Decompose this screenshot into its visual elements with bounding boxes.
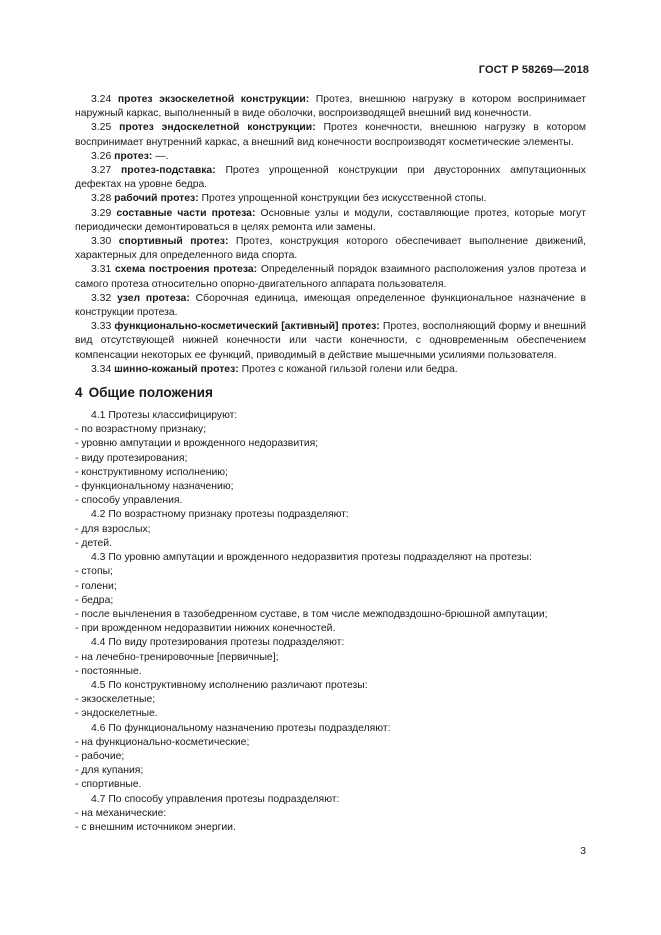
definition-number: 3.31 — [91, 264, 112, 276]
list-item: - после вычленения в тазобедренном суставе, в том числе межподвздошно-брюшной ампутации; — [75, 608, 548, 620]
list-item: - конструктивному исполнению; — [75, 466, 228, 478]
definition-text: Протез конечности, внешнюю нагрузку в котором воспринимает внутренний каркас, а внешний вид конечности воспроизводят косметические элементы. — [75, 122, 586, 148]
definition-item — [75, 93, 586, 121]
definition-item — [75, 121, 586, 149]
list-item: - на механические: — [75, 807, 167, 819]
list-item: - голени; — [75, 580, 117, 592]
clause-line: 4.2 По возрастному признаку протезы подразделяют: — [91, 509, 349, 521]
list-item: - уровню ампутации и врожденного недоразвития; — [75, 438, 319, 450]
definition-text: Определенный порядок взаимного расположения узлов протеза и самого протеза относительно опорно-двигательного аппарата пользователя. — [75, 264, 586, 290]
definition-text: Протез упрощенной конструкции при двусторонних ампутационных дефектах на уровне бедра. — [75, 165, 587, 191]
definition-term: узел протеза: — [117, 292, 190, 304]
list-item: - при врожденном недоразвитии нижних конечностей. — [75, 623, 336, 635]
definition-item — [75, 363, 586, 377]
definition-number: 3.26 — [91, 150, 112, 162]
definition-term: спортивный протез: — [118, 236, 229, 248]
definition-term: протез: — [114, 150, 153, 162]
section-content — [75, 409, 586, 835]
list-item: - для взрослых; — [75, 523, 151, 535]
list-item: - постоянные. — [75, 665, 142, 677]
list-item: - спортивные. — [75, 779, 142, 791]
document-body — [75, 93, 586, 835]
list-item: - по возрастному признаку; — [75, 424, 207, 436]
definition-number: 3.28 — [91, 193, 112, 205]
list-item: - детей. — [75, 537, 112, 549]
definition-text: Сборочная единица, имеющая определенное функциональное назначение в конструкции протеза. — [75, 292, 587, 319]
clause-line: 4.6 По функциональному назначению протезы подразделяют: — [91, 722, 391, 734]
definition-text: Протез, внешнюю нагрузку в котором воспринимает наружный каркас, выполненный в виде оболочки, воспроизводящей внешний вид конечности. — [75, 94, 586, 120]
clause-line: 4.7 По способу управления протезы подразделяют: — [91, 793, 340, 805]
definition-term: схема построения протеза: — [115, 264, 258, 276]
definition-text: Протез, восполняющий форму и внешний вид отсутствующей нижней конечности или части конечности, с одновременным обеспечением компенсации некоторых ее функций, приводимый в действие мышечными усилиями пользователя. — [75, 321, 586, 361]
clause-line: 4.3 По уровню ампутации и врожденного недоразвития протезы подразделяют на протезы: — [91, 552, 532, 564]
definition-term: протез-подставка: — [121, 165, 216, 177]
list-item: - стопы; — [75, 566, 113, 578]
definitions-list — [75, 93, 586, 377]
definition-term: функционально-косметический [активный] протез: — [114, 321, 380, 333]
definition-number: 3.25 — [91, 122, 112, 134]
definition-item — [75, 263, 586, 291]
definition-text: Протез, конструкция которого обеспечивает выполнение движений, характерных для определенного вида спорта. — [75, 236, 587, 262]
list-item: - для купания; — [75, 765, 144, 777]
clause-line: 4.4 По виду протезирования протезы подразделяют: — [91, 637, 345, 649]
section-heading — [75, 384, 586, 401]
list-item: - экзоскелетные; — [75, 694, 156, 706]
definition-term: протез эндоскелетной конструкции: — [119, 122, 316, 134]
list-item: - эндоскелетные. — [75, 708, 158, 720]
definition-number: 3.30 — [91, 236, 112, 248]
definition-number: 3.27 — [91, 165, 112, 177]
definition-number: 3.29 — [91, 207, 112, 219]
definition-term: шинно-кожаный протез: — [114, 363, 239, 375]
list-item: - бедра; — [75, 594, 114, 606]
definition-item — [75, 164, 586, 192]
list-item: - на функционально-косметические; — [75, 736, 250, 748]
definition-item — [75, 192, 586, 206]
list-item: - виду протезирования; — [75, 452, 188, 464]
list-item: - на лечебно-тренировочные [первичные]; — [75, 651, 279, 663]
page-number: 3 — [580, 846, 586, 857]
definition-text: Основные узлы и модули, составляющие протез, которые могут периодически демонтироваться в целях ремонта или замены. — [75, 207, 586, 233]
section-number: 4 — [75, 385, 83, 401]
definition-number: 3.24 — [91, 94, 112, 105]
definition-term: рабочий протез: — [114, 193, 199, 205]
list-item: - способу управления. — [75, 495, 183, 507]
definition-number: 3.34 — [91, 363, 112, 375]
definition-item — [75, 150, 586, 164]
definition-term: составные части протеза: — [116, 207, 256, 219]
definition-number: 3.33 — [91, 321, 112, 333]
definition-text: Протез упрощенной конструкции без искусственной стопы. — [201, 193, 487, 205]
clause-line: 4.5 По конструктивному исполнению различают протезы: — [91, 679, 368, 691]
definition-item — [75, 207, 586, 235]
list-item: - с внешним источником энергии. — [75, 821, 236, 833]
definition-text: Протез с кожаной гильзой голени или бедра. — [241, 363, 458, 375]
definition-item — [75, 320, 586, 363]
definition-item — [75, 292, 586, 320]
list-item: - рабочие; — [75, 750, 125, 762]
standard-header: ГОСТ Р 58269—2018 — [478, 64, 589, 76]
definition-term: протез экзоскелетной конструкции: — [117, 94, 310, 105]
definition-item — [75, 235, 586, 263]
definition-text: —. — [155, 150, 169, 162]
definition-number: 3.32 — [91, 292, 112, 304]
list-item: - функциональному назначению; — [75, 481, 234, 493]
section-title: Общие положения — [88, 385, 213, 401]
clause-line: 4.1 Протезы классифицируют: — [91, 410, 238, 422]
